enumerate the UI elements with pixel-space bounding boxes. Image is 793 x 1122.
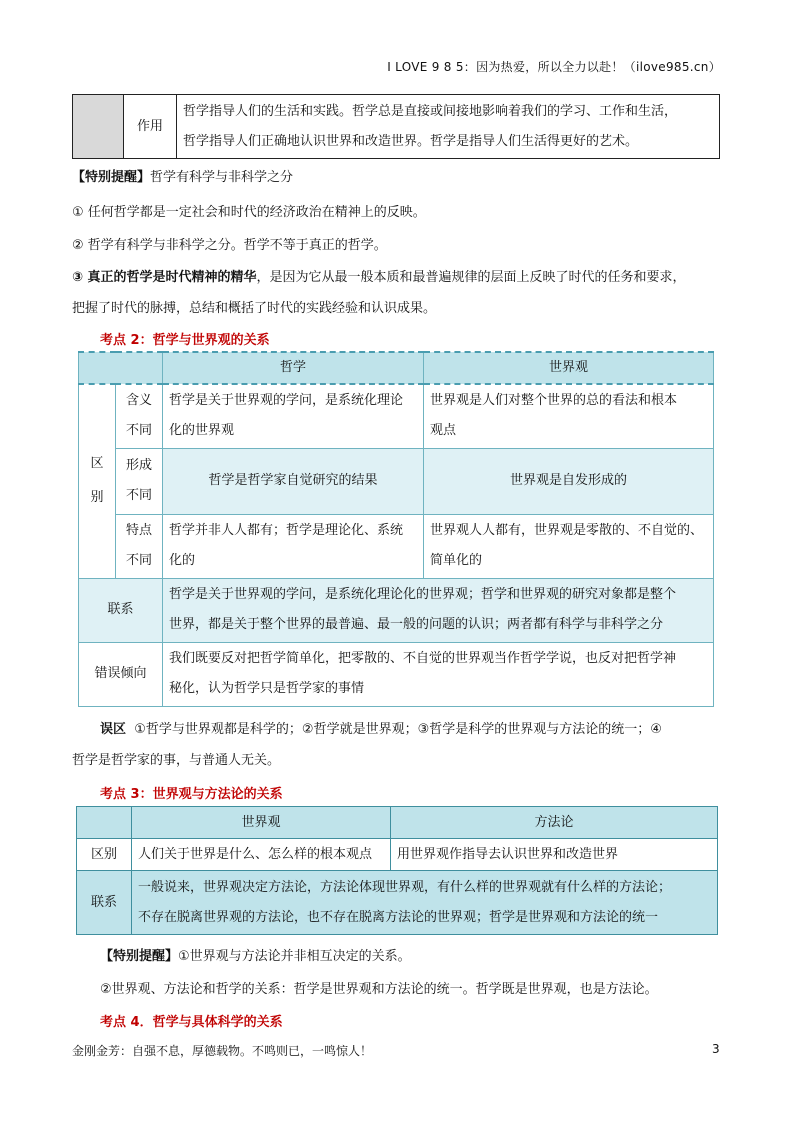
tip1-heading: [72, 166, 293, 185]
meaning-worldview: [424, 384, 714, 448]
tip1-title-rest: 哲学有科学与非科学之分: [150, 170, 294, 185]
feature-worldview-2: 简单化的: [430, 553, 483, 568]
meaning-philosophy: [163, 384, 424, 448]
mistake-text-1: ①哲学与世界观都是科学的；②哲学就是世界观；③哲学是科学的世界观与方法论的统一；④: [134, 722, 662, 737]
tip1-item-3-bold: ③ 真正的哲学是时代精神的精华: [72, 270, 257, 285]
feature-worldview-1: 世界观人人都有，世界观是零散的、不自觉的、: [430, 523, 704, 538]
tip1-item-2: ② 哲学有科学与非科学之分。哲学不等于真正的哲学。: [72, 238, 387, 253]
section-3-title: 考点 3：世界观与方法论的关系: [100, 787, 283, 802]
link-text-1: 哲学是关于世界观的学问，是系统化理论化的世界观；哲学和世界观的研究对象都是整个: [169, 587, 677, 602]
col-header-philosophy: 哲学: [163, 352, 424, 384]
purpose-table: [72, 94, 720, 159]
corner-cell: [79, 352, 163, 384]
tip1-item-1: ① 任何哲学都是一定社会和时代的经济政治在精神上的反映。: [72, 205, 426, 220]
col-header-worldview-3: 世界观: [132, 807, 391, 839]
row-label-distinct-3: 区别: [77, 839, 132, 871]
feature-philosophy-1: 哲学并非人人都有；哲学是理论化、系统: [169, 523, 404, 538]
meaning-philosophy-2: 化的世界观: [169, 423, 235, 439]
row-key-feature-1: 特点: [125, 523, 152, 538]
purpose-label: 作用: [124, 95, 177, 159]
feature-philosophy-2: 化的: [169, 553, 196, 568]
link-text: [163, 578, 714, 642]
meaning-worldview-1: 世界观是人们对整个世界的总的看法和根本: [430, 393, 678, 409]
distinct-char-2: 别: [90, 490, 104, 506]
tip1-item-3-rest: ，是因为它从最一般本质和最普遍规律的层面上反映了时代的任务和要求，: [256, 270, 686, 285]
purpose-line-2: 哲学指导人们正确地认识世界和改造世界。哲学是指导人们生活得更好的艺术。: [183, 133, 639, 149]
link-text-3-1: 一般说来，世界观决定方法论，方法论体现世界观，有什么样的世界观就有什么样的方法论；: [138, 879, 672, 895]
link-text-3-2: 不存在脱离世界观的方法论，也不存在脱离方法论的世界观；哲学是世界观和方法论的统一: [138, 909, 659, 925]
row-key-formation: [116, 448, 163, 514]
col-header-worldview: 世界观: [424, 352, 714, 384]
distinct-char-1: 区: [90, 456, 104, 472]
formation-worldview: 世界观是自发形成的: [424, 448, 714, 514]
page-header: I LOVE 9 8 5：因为热爱，所以全力以赴！（ilove985.cn）: [387, 60, 721, 74]
error-text-1: 我们既要反对把哲学简单化，把零散的、不自觉的世界观当作哲学学说，也反对把哲学神: [169, 651, 677, 666]
row-key-meaning: [116, 384, 163, 448]
tip1-item-3-line-2: 把握了时代的脉搏，总结和概括了时代的实践经验和认识成果。: [72, 301, 437, 316]
corner-cell-3: [77, 807, 132, 839]
tip1-title: 【特别提醒】: [72, 170, 151, 185]
distinct-worldview-3: 人们关于世界是什么、怎么样的根本观点: [132, 839, 391, 871]
distinct-label: [79, 384, 116, 578]
link-label-3: 联系: [77, 871, 132, 935]
meaning-philosophy-1: 哲学是关于世界观的学问，是系统化理论: [169, 393, 404, 409]
tip1-item-3: [72, 266, 686, 285]
page-number: 3: [712, 1042, 720, 1056]
row-key-feature: [116, 514, 163, 578]
link-text-3: [132, 871, 718, 935]
philosophy-worldview-table: [78, 351, 714, 707]
row-key-formation-2: 不同: [125, 488, 152, 503]
link-label: 联系: [79, 578, 163, 642]
link-text-2: 世界，都是关于整个世界的最普遍、最一般的问题的认识；两者都有科学与非科学之分: [169, 617, 664, 632]
error-text: [163, 642, 714, 706]
row-key-formation-1: 形成: [125, 458, 152, 473]
row-key-feature-2: 不同: [125, 553, 152, 568]
distinct-methodology: 用世界观作指导去认识世界和改造世界: [391, 839, 718, 871]
error-text-2: 秘化，认为哲学只是哲学家的事情: [169, 681, 365, 696]
feature-worldview: [424, 514, 714, 578]
mistake-line-1: [100, 718, 662, 737]
tip2-title: 【特别提醒】: [100, 949, 179, 964]
section-2-title: 考点 2：哲学与世界观的关系: [100, 333, 270, 348]
worldview-methodology-table: [76, 806, 718, 935]
formation-philosophy: 哲学是哲学家自觉研究的结果: [163, 448, 424, 514]
tip2-text-1: ①世界观与方法论并非相互决定的关系。: [178, 949, 411, 964]
row-key-meaning-1: 含义: [125, 393, 152, 409]
section-4-title: 考点 4．哲学与具体科学的关系: [100, 1015, 283, 1030]
tip2-line-2: ②世界观、方法论和哲学的关系：哲学是世界观和方法论的统一。哲学既是世界观，也是方法论。: [100, 982, 658, 997]
error-label: 错误倾向: [79, 642, 163, 706]
mistake-line-2: 哲学是哲学家的事，与普通人无关。: [72, 753, 281, 768]
row-key-meaning-2: 不同: [125, 423, 152, 439]
mistake-label: 误区: [100, 722, 127, 737]
meaning-worldview-2: 观点: [430, 423, 457, 439]
feature-philosophy: [163, 514, 424, 578]
empty-gray-cell: [73, 95, 124, 159]
purpose-line-1: 哲学指导人们的生活和实践。哲学总是直接或间接地影响着我们的学习、工作和生活，: [183, 103, 678, 119]
tip2-line-1: [100, 945, 411, 964]
col-header-methodology: 方法论: [391, 807, 718, 839]
footer-motto: 金刚金芳：自强不息，厚德载物。不鸣则已，一鸣惊人！: [72, 1044, 373, 1058]
